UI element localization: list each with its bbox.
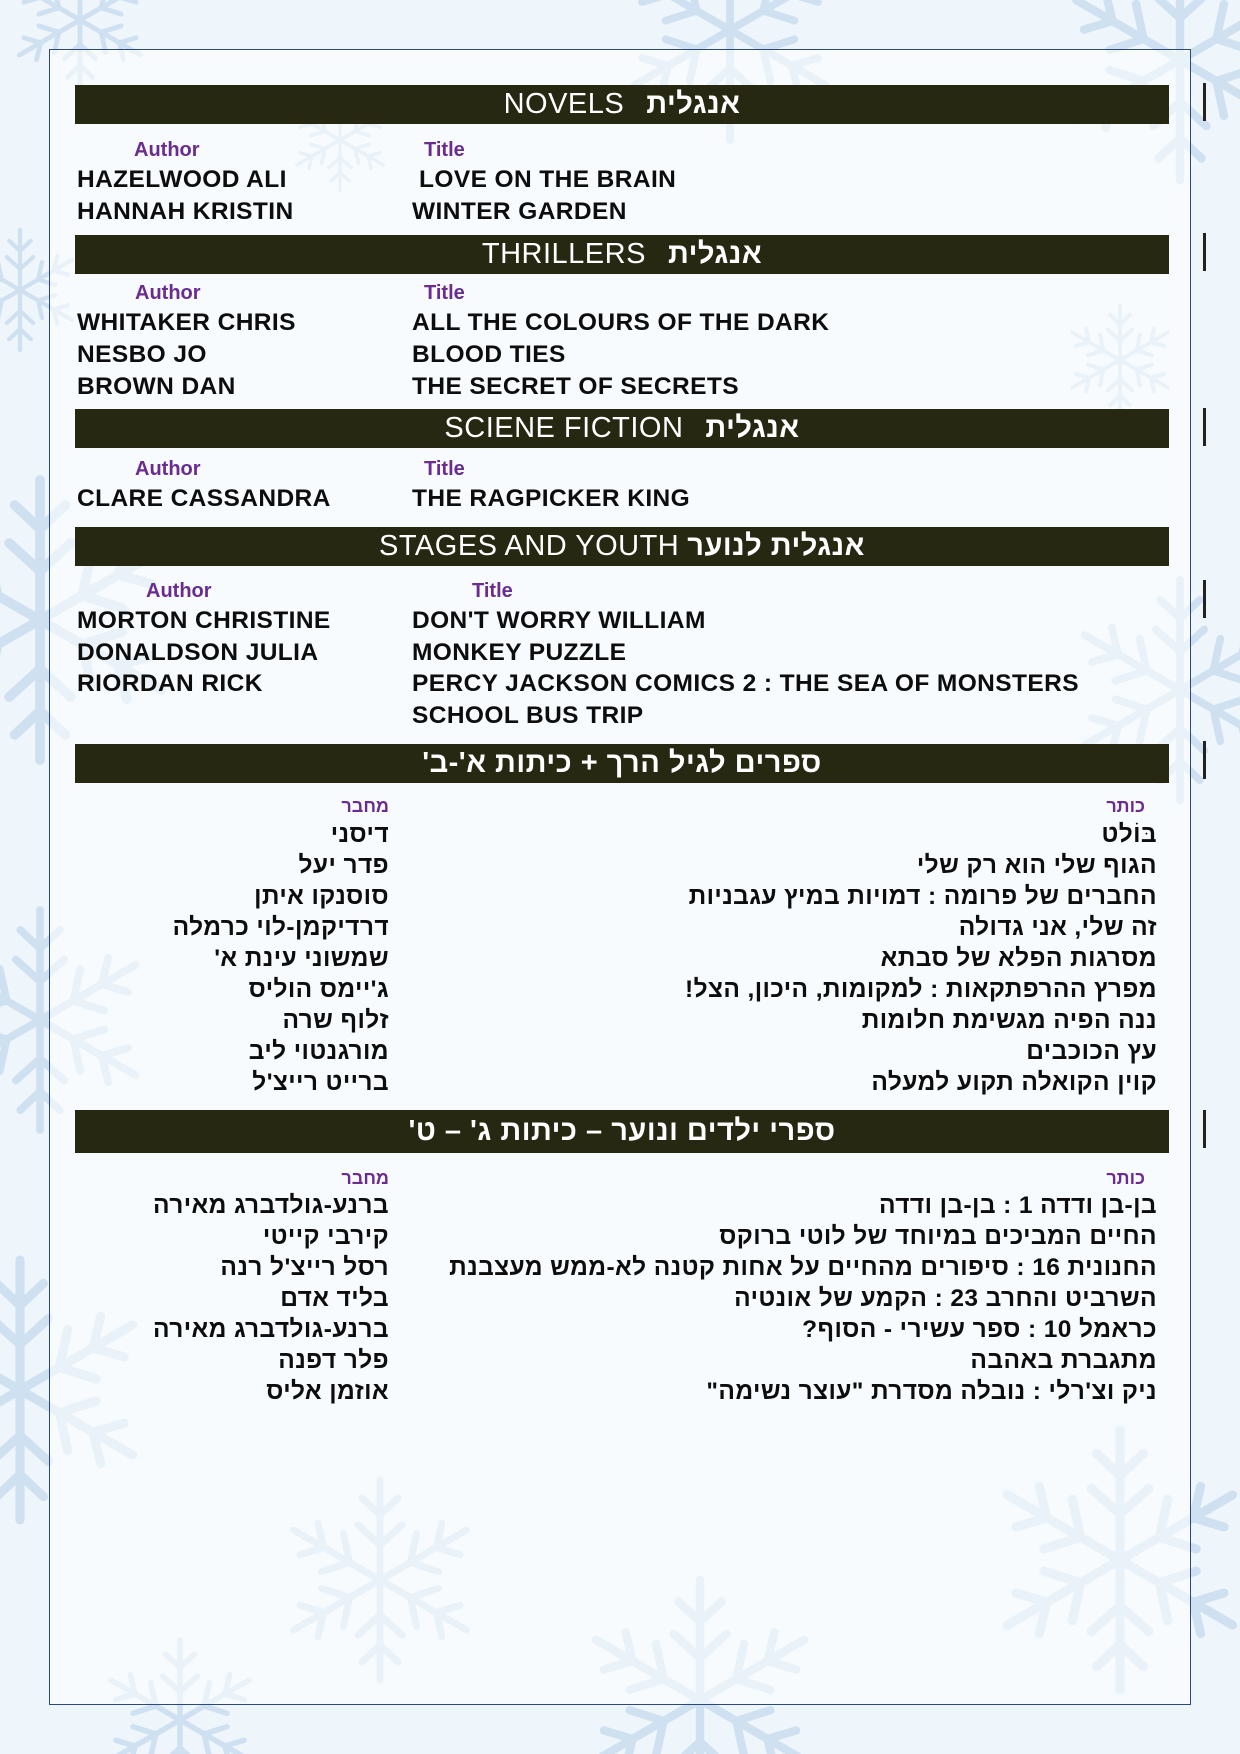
- section-title-en: THRILLERS: [481, 238, 646, 270]
- book-author: NESBO JO: [77, 341, 207, 368]
- title-column-header: כותר: [1106, 1168, 1145, 1188]
- title-column-header: Title: [424, 139, 465, 161]
- book-author: קירבי קייטי: [262, 1223, 389, 1250]
- book-title: PERCY JACKSON COMICS 2 : THE SEA OF MONSTERS: [412, 670, 1079, 697]
- book-title: THE SECRET OF SECRETS: [412, 373, 739, 400]
- title-column-header: Title: [472, 580, 513, 602]
- book-title: קוין הקואלה תקוע למעלה: [871, 1069, 1157, 1096]
- book-title: כראמל 10 : ספר עשירי - הסוף?: [802, 1316, 1157, 1343]
- book-author: פלר דפנה: [278, 1347, 389, 1374]
- section-header-thrillers: [75, 235, 1169, 274]
- section-title-en: STAGES AND YOUTH: [379, 530, 680, 562]
- book-title: מסרגות הפלא של סבתא: [880, 945, 1157, 972]
- section-title: ספרי ילדים ונוער – כיתות ג' – ט': [408, 1115, 836, 1147]
- book-title: הגוף שלי הוא רק שלי: [916, 852, 1157, 879]
- author-column-header: Author: [135, 458, 201, 480]
- section-header-youth: [75, 527, 1169, 566]
- author-column-header: Author: [146, 580, 212, 602]
- side-marker: [1203, 1110, 1206, 1148]
- book-title: MONKEY PUZZLE: [412, 639, 627, 666]
- book-title: החברים של פרומה : דמויות במיץ עגבניות: [688, 883, 1157, 910]
- book-author: ג'יימס הוליס: [248, 976, 389, 1003]
- book-author: HANNAH KRISTIN: [77, 198, 294, 225]
- author-column-header: מחבר: [341, 1168, 389, 1188]
- title-column-header: כותר: [1106, 796, 1145, 816]
- author-column-header: Author: [134, 139, 200, 161]
- book-title: THE RAGPICKER KING: [412, 485, 691, 512]
- book-author: דיסני: [330, 821, 389, 848]
- section-header-novels: [75, 85, 1169, 124]
- book-author: BROWN DAN: [77, 373, 236, 400]
- book-title: החנונית 16 : סיפורים מהחיים על אחות קטנה לא-ממש מעצבנת: [449, 1254, 1157, 1281]
- section-title-he: אנגלית: [667, 238, 763, 270]
- book-title: SCHOOL BUS TRIP: [412, 702, 644, 729]
- book-author: זלוף שרה: [282, 1007, 389, 1034]
- side-marker: [1203, 233, 1206, 271]
- book-title: השרביט והחרב 23 : הקמע של אונטיה: [734, 1285, 1157, 1312]
- book-author: סוסנקו איתן: [254, 883, 389, 910]
- side-marker: [1203, 580, 1206, 618]
- book-title: בּוֹלט: [1101, 821, 1157, 848]
- book-title: מתגברת באהבה: [970, 1347, 1157, 1374]
- book-title: מפרץ ההרפתקאות : למקומות, היכון, הצל!: [685, 976, 1157, 1003]
- section-header-kids-youth: [75, 1110, 1169, 1153]
- book-author: ברייט רייצ'ל: [252, 1069, 389, 1096]
- section-title-he: אנגלית לנוער: [687, 530, 865, 562]
- book-title: ניק וצ'רלי : נובלה מסדרת "עוצר נשימה": [706, 1378, 1157, 1405]
- book-author: MORTON CHRISTINE: [77, 607, 331, 634]
- book-author: RIORDAN RICK: [77, 670, 263, 697]
- book-author: WHITAKER CHRIS: [77, 309, 296, 336]
- book-title: ALL THE COLOURS OF THE DARK: [412, 309, 830, 336]
- section-header-science-fiction: [75, 409, 1169, 448]
- book-author: CLARE CASSANDRA: [77, 485, 331, 512]
- book-title: החיים המביכים במיוחד של לוטי ברוקס: [719, 1223, 1157, 1250]
- book-author: שמשוני עינת א': [214, 945, 389, 972]
- book-title: ננה הפיה מגשימת חלומות: [861, 1007, 1157, 1034]
- book-author: אוזמן אליס: [266, 1378, 389, 1405]
- author-column-header: מחבר: [341, 796, 389, 816]
- book-title: בן-בן ודדה 1 : בן-בן ודדה: [879, 1192, 1157, 1219]
- book-author: בליד אדם: [280, 1285, 389, 1312]
- title-column-header: Title: [424, 282, 465, 304]
- side-marker: [1203, 741, 1206, 779]
- book-author: ברנע-גולדברג מאירה: [152, 1316, 389, 1343]
- title-column-header: Title: [424, 458, 465, 480]
- book-author: רסל רייצ'ל רנה: [220, 1254, 389, 1281]
- book-author: פדר יעל: [298, 852, 389, 879]
- section-title: ספרים לגיל הרך + כיתות א'-ב': [422, 747, 822, 779]
- book-author: HAZELWOOD ALI: [77, 166, 287, 193]
- book-author: מורגנטוי ליב: [248, 1038, 389, 1065]
- side-marker: [1203, 408, 1206, 446]
- section-title-en: SCIENE FICTION: [444, 412, 684, 444]
- book-author: ברנע-גולדברג מאירה: [152, 1192, 389, 1219]
- book-title: זה שלי, אני גדולה: [958, 914, 1157, 941]
- section-title-he: אנגלית: [646, 88, 741, 120]
- book-title: BLOOD TIES: [412, 341, 566, 368]
- book-author: DONALDSON JULIA: [77, 639, 319, 666]
- book-author: דרדיקמן-לוי כרמלה: [172, 914, 389, 941]
- section-header-early-readers: [75, 744, 1169, 783]
- author-column-header: Author: [135, 282, 201, 304]
- book-title: עץ הכוכבים: [1026, 1038, 1157, 1065]
- section-title-he: אנגלית: [705, 412, 800, 444]
- book-title: DON'T WORRY WILLIAM: [412, 607, 706, 634]
- book-title: LOVE ON THE BRAIN: [419, 166, 677, 193]
- section-title-en: NOVELS: [503, 88, 625, 120]
- side-marker: [1203, 83, 1206, 121]
- book-title: WINTER GARDEN: [412, 198, 627, 225]
